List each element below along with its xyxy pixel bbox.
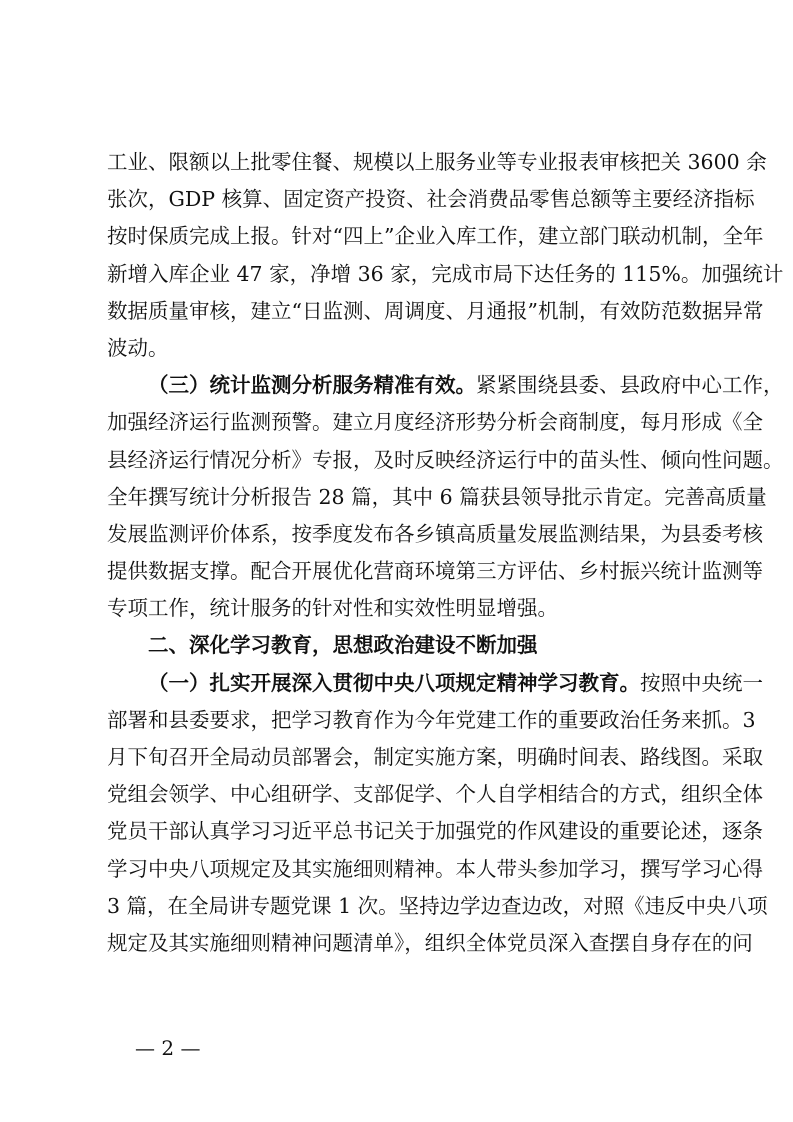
line-text: 党员干部认真学习习近平总书记关于加强党的作风建设的重要论述，逐条 bbox=[107, 819, 763, 844]
text-line bbox=[107, 218, 764, 255]
text-line bbox=[107, 590, 689, 627]
line-text: 发展监测评价体系，按季度发布各乡镇高质量发展监测结果，为县委考核 bbox=[107, 521, 763, 546]
text-line bbox=[107, 925, 753, 962]
line-text: 紧紧围绕县委、县政府中心工作， bbox=[476, 373, 784, 398]
section-heading bbox=[107, 627, 689, 664]
text-line bbox=[107, 739, 763, 776]
text-line bbox=[107, 144, 767, 181]
text-line bbox=[107, 553, 763, 590]
text-line bbox=[107, 293, 764, 330]
line-text: 加强经济运行监测预警。建立月度经济形势分析会商制度，每月形成《全 bbox=[107, 410, 763, 435]
line-text: 党组会领学、中心组研学、支部促学、个人自学相结合的方式，组织全体 bbox=[107, 782, 763, 807]
line-text: 部署和县委要求，把学习教育作为今年党建工作的重要政治任务来抓。3 bbox=[107, 707, 756, 732]
line-text: 新增入库企业 47 家，净增 36 家，完成市局下达任务的 115%。加强统计 bbox=[107, 261, 784, 286]
text-line bbox=[107, 479, 767, 516]
page-number: — 2 — bbox=[135, 1036, 201, 1060]
line-text: 提供数据支撑。配合开展优化营商环境第三方评估、乡村振兴统计监测等 bbox=[107, 559, 763, 584]
text-line bbox=[107, 404, 763, 441]
line-text: 张次，GDP 核算、固定资产投资、社会消费品零售总额等主要经济指标 bbox=[107, 187, 755, 212]
subsection-lead: （三）统计监测分析服务精准有效。 bbox=[148, 373, 476, 398]
line-text: 月下旬召开全局动员部署会，制定实施方案，明确时间表、路线图。采取 bbox=[107, 745, 763, 769]
text-line bbox=[107, 256, 784, 293]
text-line bbox=[107, 851, 763, 888]
text-line bbox=[107, 367, 784, 404]
line-text: 县经济运行情况分析》专报，及时反映经济运行中的苗头性、倾向性问题。 bbox=[107, 447, 784, 472]
text-line bbox=[107, 702, 756, 739]
line-text: 全年撰写统计分析报告 28 篇，其中 6 篇获县领导批示肯定。完善高质量 bbox=[107, 484, 767, 509]
text-line bbox=[107, 776, 763, 813]
line-text: 专项工作，统计服务的针对性和实效性明显增强。 bbox=[107, 596, 558, 621]
text-line bbox=[107, 330, 689, 367]
text-line bbox=[107, 442, 784, 479]
text-line bbox=[107, 813, 763, 850]
text-line bbox=[107, 181, 755, 218]
line-text: 按照中央统一 bbox=[640, 670, 763, 695]
line-text: 3 篇，在全局讲专题党课 1 次。坚持边学边查边改，对照《违反中央八项 bbox=[107, 893, 768, 918]
line-text: 波动。 bbox=[107, 335, 169, 360]
heading-text: 二、深化学习教育，思想政治建设不断加强 bbox=[148, 633, 538, 658]
document-body bbox=[107, 144, 784, 962]
line-text: 规定及其实施细则精神问题清单》，组织全体党员深入查摆自身存在的问 bbox=[107, 930, 753, 955]
text-line bbox=[107, 516, 763, 553]
text-line bbox=[107, 665, 763, 702]
text-line bbox=[107, 888, 768, 925]
line-text: 工业、限额以上批零住餐、规模以上服务业等专业报表审核把关 3600 余 bbox=[107, 150, 767, 174]
line-text: 数据质量审核，建立“日监测、周调度、月通报”机制，有效防范数据异常 bbox=[107, 298, 764, 323]
subsection-lead: （一）扎实开展深入贯彻中央八项规定精神学习教育。 bbox=[148, 670, 640, 695]
line-text: 学习中央八项规定及其实施细则精神。本人带头参加学习，撰写学习心得 bbox=[107, 856, 763, 881]
line-text: 按时保质完成上报。针对“四上”企业入库工作，建立部门联动机制，全年 bbox=[107, 224, 764, 249]
